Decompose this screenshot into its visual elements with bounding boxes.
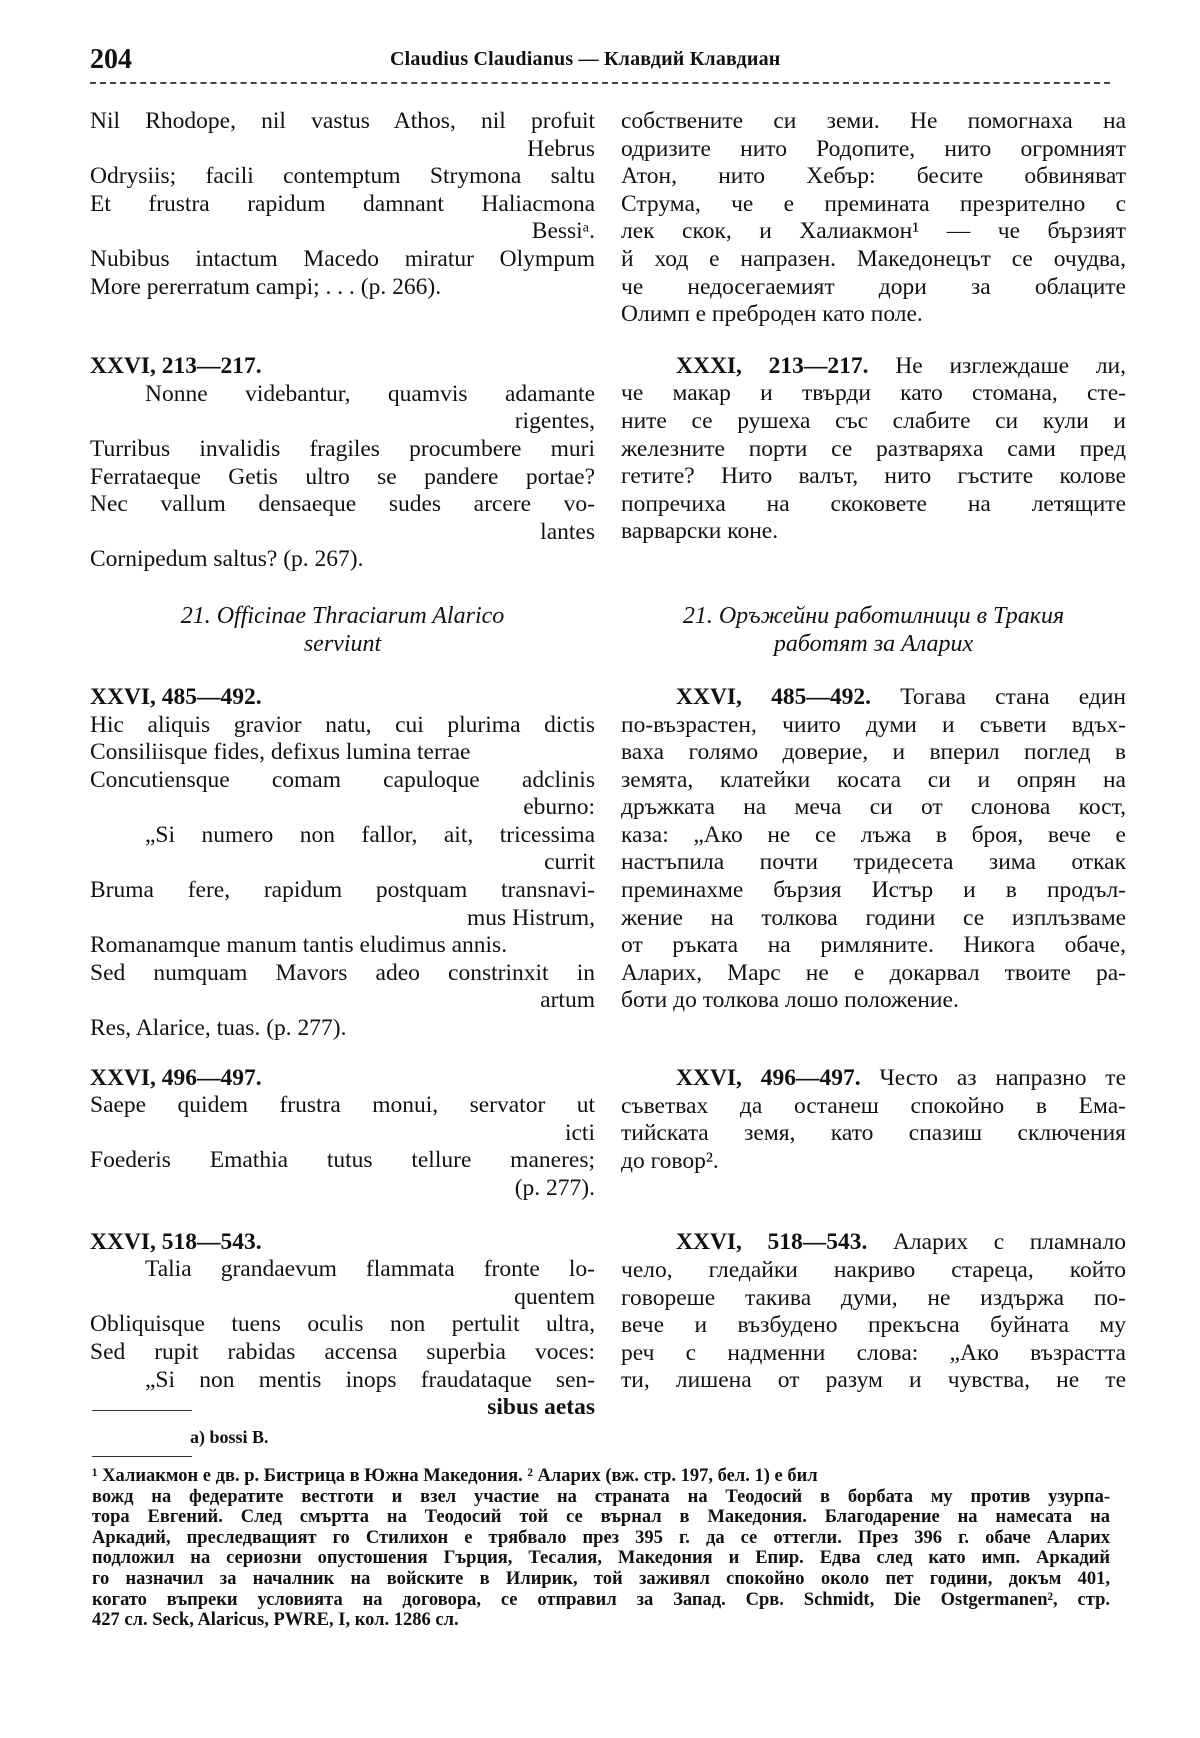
text-line: по-възрастен, чиито думи и съвети вдъх- [621, 711, 1126, 738]
text-line: mus Histrum, [467, 904, 595, 931]
bulgarian-passage-1 [621, 108, 1126, 329]
text-line: Bessiᵃ. [531, 218, 595, 245]
text-line: Cornipedum saltus? (p. 267). [90, 546, 364, 573]
footnote-line: тора Евгений. След смъртта на Теодосий той се върнал в Македония. Благодарение на намесата на [92, 1507, 1110, 1528]
text-line [621, 684, 1126, 712]
text-line: Romanamque manum tantis eludimus annis. [90, 932, 508, 959]
text-line: от ръката на римляните. Никога обаче, [621, 932, 1126, 959]
footnotes [92, 1466, 1110, 1631]
section-title-line: работят за Аларих [773, 630, 974, 657]
header-rule [90, 82, 1110, 84]
footnote-line: подложил на сериозни опустошения Гърция, Тесалия, Македония и Епир. Едва след като имп. Аркадий [92, 1548, 1110, 1569]
text-line: rigentes, [514, 408, 595, 435]
text-line: ваха голямо доверие, и вперил поглед в [621, 739, 1126, 766]
text-line: Nil Rhodope, nil vastus Athos, nil profuit [90, 108, 595, 134]
bulgarian-passage-4 [621, 1065, 1126, 1175]
text-line: одризите нито Родопите, нито огромният [621, 135, 1126, 162]
text-line: говореше такива думи, не издържа по- [621, 1284, 1126, 1311]
text-line: More pererratum campi; . . . (p. 266). [90, 273, 442, 300]
section-title-line: 21. Оръжейни работилници в Тракия [682, 602, 1065, 629]
bulgarian-passage-5 [621, 1229, 1126, 1395]
text-line: „Si non mentis inops fraudataque sen- [145, 1366, 595, 1393]
text-line: Nubibus intactum Macedo miratur Olympum [90, 245, 595, 272]
text-line: Talia grandaevum flammata fronte lo- [145, 1256, 595, 1283]
text-line: тийската земя, като спазиш сключения [621, 1120, 1126, 1147]
footnote-line: вожд на федератите вестготи и взел участие на страната на Теодосий в борбата му против узурпа- [92, 1486, 1110, 1507]
text-line: боти до толкова лошо положение. [621, 987, 959, 1014]
text-line: гетите? Нито валът, нито гъстите колове [621, 463, 1126, 490]
page-number: 204 [90, 44, 132, 75]
passage-reference: XXVI, 496—497. [90, 1064, 262, 1091]
footnote-line: 427 сл. Seck, Alaricus, PWRE, I, кол. 1286 сл. [92, 1610, 459, 1631]
latin-passage-4 [90, 1065, 595, 1203]
text-line: lantes [540, 518, 595, 545]
passage-reference: XXVI, 496—497. [676, 1065, 861, 1092]
footnote-rule [92, 1456, 192, 1457]
section-title-latin [90, 602, 595, 658]
text-line: Ferrataeque Getis ultro se pandere portae? [90, 463, 595, 490]
text-line: ните се рушеха със слабите си кули и [621, 407, 1126, 434]
section-title-line: serviunt [303, 630, 382, 657]
passage-reference: XXVI, 518—543. [90, 1228, 262, 1255]
text-line: Sed rupit rabidas accensa superbia voces: [90, 1338, 595, 1365]
text-run: Тогава стана един [900, 683, 1126, 710]
text-line: Hebrus [527, 135, 595, 162]
text-line [621, 1229, 1126, 1257]
text-line [621, 1065, 1126, 1093]
text-line: Олимп е пребродeн като поле. [621, 301, 923, 328]
text-line: Hic aliquis gravior natu, cui plurima dictis [90, 711, 595, 738]
critical-apparatus-note: a) bossi B. [190, 1427, 269, 1447]
text-line: вече и възбудено прекъсна буйната му [621, 1312, 1126, 1339]
text-line [621, 353, 1126, 381]
passage-reference: XXXI, 213—217. [676, 352, 869, 379]
text-line: Аларих, Марс не е докарвал твоите ра- [621, 959, 1126, 986]
text-line: Foederis Emathia tutus tellure maneres; [90, 1147, 595, 1174]
text-line: Turribus invalidis fragiles procumbere muri [90, 435, 595, 462]
text-line: жение на толкова години се изплъзваме [621, 904, 1126, 931]
passage-reference: XXVI, 518—543. [676, 1229, 868, 1256]
latin-passage-2 [90, 353, 595, 574]
apparatus-rule [92, 1410, 192, 1411]
latin-passage-5 [90, 1229, 595, 1422]
text-line: собствените си земи. Не помогнаха на [621, 108, 1126, 134]
text-line: Odrysiis; facili contemptum Strymona saltu [90, 163, 595, 190]
text-line: преминахме бързия Истър и в продъл- [621, 877, 1126, 904]
text-line: лек скок, и Халиакмон¹ — че бързият [621, 218, 1126, 245]
text-line: Атон, нито Хебър: бесите обвиняват [621, 163, 1126, 190]
text-line: земята, клатейки косата си и опрян на [621, 766, 1126, 793]
text-line: съветвах да останеш спокойно в Ема- [621, 1092, 1126, 1119]
text-line: ти, лишена от разум и чувства, не те [621, 1367, 1126, 1394]
latin-column [90, 108, 595, 1422]
text-line: „Si numero non fallor, ait, tricessima [145, 821, 595, 848]
text-line: artum [540, 987, 595, 1014]
text-line: Sed numquam Mavors adeo constrinxit in [90, 959, 595, 986]
text-line: Струма, че е преминатa презрително с [621, 190, 1126, 217]
passage-reference: XXVI, 485—492. [90, 683, 262, 710]
latin-passage-3 [90, 684, 595, 1043]
text-line: currit [544, 849, 595, 876]
passage-reference: XXVI, 485—492. [676, 683, 872, 710]
text-line: че недосегаемият дори за облаците [621, 273, 1126, 300]
text-line: sibus aetas [487, 1394, 595, 1421]
text-line: реч с надменни слова: „Ако възрастта [621, 1339, 1126, 1366]
text-line: Res, Alarice, tuas. (p. 277). [90, 1015, 347, 1042]
bulgarian-passage-3 [621, 684, 1126, 1015]
bulgarian-column [621, 108, 1126, 1395]
text-line: Bruma fere, rapidum postquam transnavi- [90, 877, 595, 904]
text-line: попречиха на скоковете на летящите [621, 490, 1126, 517]
text-line: Nonne videbantur, quamvis adamante [145, 380, 595, 407]
text-line: Obliquisque tuens oculis non pertulit ultra, [90, 1311, 595, 1338]
text-line: Consiliisque fides, defixus lumina terrae [90, 739, 471, 766]
section-title-bulgarian [621, 602, 1126, 658]
footnote-line: го назначил за началник на войските в Илирик, той заживял спокойно около пет години, докъм 401, [92, 1568, 1110, 1589]
text-line: Nec vallum densaeque sudes arcere vo- [90, 491, 595, 518]
text-line: настъпила почти тридесета зима откак [621, 849, 1126, 876]
text-line: варварски коне. [621, 518, 779, 545]
passage-reference: XXVI, 213—217. [90, 353, 262, 380]
text-line: (p. 277). [514, 1175, 595, 1201]
text-line: каза: „Ако не се лъжа в броя, вече е [621, 821, 1126, 848]
text-line: Saepe quidem frustra monui, servator ut [90, 1092, 595, 1119]
text-run: Аларих с пламнало [892, 1229, 1126, 1256]
text-line: Et frustra rapidum damnant Haliacmona [90, 190, 595, 217]
running-title: Claudius Claudianus — Клавдий Клавдиан [390, 48, 781, 70]
footnote-line: когато въпреки условията на договора, се отправил за Запад. Срв. Schmidt, Die Ostgermanen², стр. [92, 1589, 1110, 1610]
page-header [90, 44, 1110, 78]
footnote-line: Аркадий, преследващият го Стилихон е трябвало през 395 г. да се оттегли. През 396 г. обаче Аларих [92, 1527, 1110, 1548]
text-line: чело, гледайки накриво стареца, който [621, 1257, 1126, 1283]
text-line: железните порти се разтваряха сами пред [621, 435, 1126, 462]
section-title-line: 21. Officinae Thraciarum Alarico [180, 602, 505, 629]
footnote-line: ¹ Халиакмон е дв. р. Бистрица в Южна Македония. ² Аларих (вж. стр. 197, бел. 1) е бил [92, 1466, 818, 1486]
text-run: Не изглеждаше ли, [895, 352, 1126, 379]
bulgarian-passage-2 [621, 353, 1126, 546]
text-line: дръжката на меча си от слонова кост, [621, 794, 1126, 821]
text-line: Concutiensque comam capuloque adclinis [90, 766, 595, 793]
text-line: че макар и твърди като стомана, сте- [621, 380, 1126, 407]
text-run: Често аз напразно те [879, 1065, 1126, 1092]
text-line: до говор². [621, 1147, 719, 1174]
latin-passage-1 [90, 108, 595, 301]
text-line: quentem [514, 1283, 595, 1310]
text-line: icti [564, 1119, 595, 1146]
text-line: й ход е напразен. Македонецът се очудва, [621, 245, 1126, 272]
text-line: eburno: [523, 794, 595, 821]
